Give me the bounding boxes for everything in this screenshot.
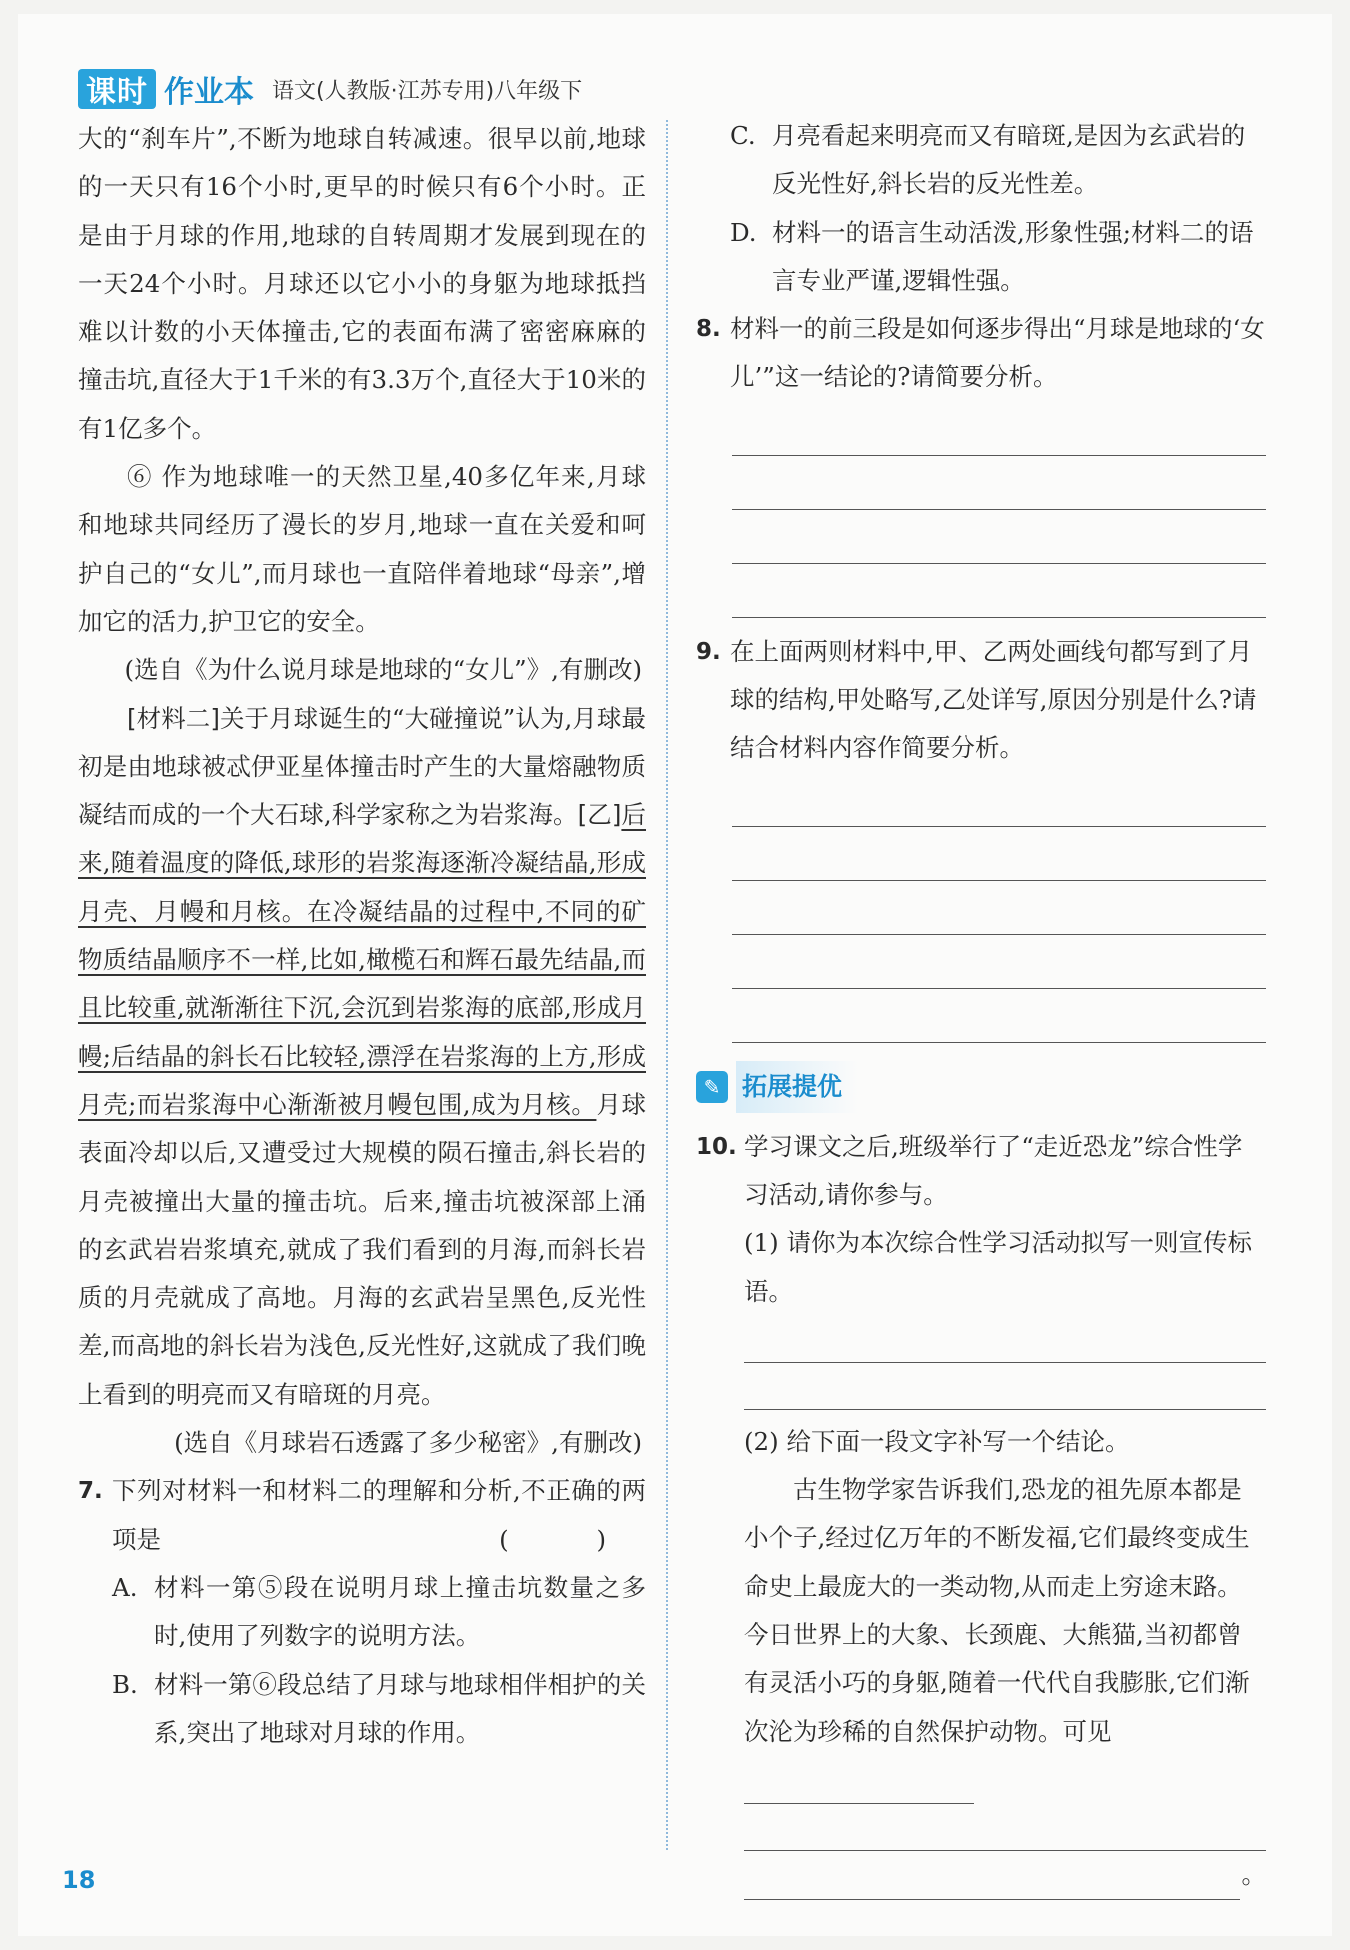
question-10 bbox=[696, 1123, 1266, 1220]
pencil-icon: ✎ bbox=[696, 1071, 728, 1103]
answer-line[interactable] bbox=[732, 773, 1266, 827]
option-text: 月亮看起来明亮而又有暗斑,是因为玄武岩的反光性好,斜长岩的反光性差。 bbox=[772, 121, 1246, 199]
answer-line[interactable] bbox=[744, 1363, 1266, 1410]
option-text: 材料一的语言生动活泼,形象性强;材料二的语言专业严谨,逻辑性强。 bbox=[772, 217, 1254, 295]
left-column bbox=[78, 115, 646, 1757]
answer-line[interactable] bbox=[732, 456, 1266, 510]
material-two bbox=[78, 695, 646, 1419]
section-header bbox=[696, 1061, 1266, 1113]
answer-paren[interactable]: ( ) bbox=[499, 1524, 646, 1554]
question-number: 7. bbox=[78, 1478, 103, 1505]
option-d[interactable] bbox=[696, 209, 1266, 306]
option-label: C. bbox=[730, 121, 756, 150]
passage-paragraph: ⑥ 作为地球唯一的天然卫星,40多亿年来,月球和地球共同经历了漫长的岁月,地球一直在关爱和呵护自己的“女儿”,而月球也一直陪伴着地球“母亲”,增加它的活力,护卫它的安全。 bbox=[78, 462, 646, 636]
sub-question-2-passage bbox=[696, 1466, 1266, 1804]
period: 。 bbox=[1241, 1860, 1266, 1890]
option-label: D. bbox=[730, 217, 757, 247]
question-text: 在上面两则材料中,甲、乙两处画线句都写到了月球的结构,甲处略写,乙处详写,原因分别是什么?请结合材料内容作简要分析。 bbox=[730, 636, 1257, 763]
answer-line[interactable] bbox=[732, 935, 1266, 989]
question-text: 下列对材料一和材料二的理解和分析,不正确的两项是 bbox=[112, 1476, 646, 1554]
section-title: 拓展提优 bbox=[736, 1061, 858, 1113]
marker-yi: [乙] bbox=[577, 800, 622, 830]
material-tag: [材料二] bbox=[127, 703, 220, 733]
answer-tail bbox=[744, 1851, 1266, 1899]
option-text: 材料一第⑤段在说明月球上撞击坑数量之多时,使用了列数字的说明方法。 bbox=[154, 1572, 646, 1651]
logo-box: 课时 bbox=[78, 69, 156, 109]
underlined-sentence-yi: 后来,随着温度的降低,球形的岩浆海逐渐冷凝结晶,形成月壳、月幔和月核。在冷凝结晶的过程中,不同的矿物质结晶顺序不一样,比如,橄榄石和辉石最先结晶,而且比较重,就渐渐往下沉,会沉到岩浆海的底部,形成月幔;后结晶的斜长石比较轻,漂浮在岩浆海的上方,形成月壳;而岩浆海中心渐渐被月幔包围,成为月核。 bbox=[78, 800, 646, 1119]
question-9 bbox=[696, 628, 1266, 773]
answer-blank[interactable] bbox=[744, 1773, 974, 1804]
answer-line[interactable] bbox=[732, 989, 1266, 1043]
subject-label: 语文(人教版·江苏专用)八年级下 bbox=[272, 78, 583, 104]
sub-question-2: (2) 给下面一段文字补写一个结论。 bbox=[744, 1426, 1130, 1456]
right-column bbox=[696, 112, 1266, 1900]
question-number: 8. bbox=[696, 316, 721, 343]
material-text: 关于月球诞生的“大碰撞说”认为,月球最初是由地球被忒伊亚星体撞击时产生的大量熔融物质凝结而成的一个大石球,科学家称之为岩浆海。 bbox=[78, 703, 646, 830]
option-text: 材料一第⑥段总结了月球与地球相伴相护的关系,突出了地球对月球的作用。 bbox=[154, 1669, 646, 1747]
source-note: (选自《月球岩石透露了多少秘密》,有删改) bbox=[174, 1428, 642, 1458]
option-c[interactable] bbox=[696, 112, 1266, 209]
option-a[interactable] bbox=[78, 1564, 646, 1661]
answer-line[interactable] bbox=[744, 1804, 1266, 1851]
answer-line[interactable] bbox=[744, 1316, 1266, 1363]
source-note: (选自《为什么说月球是地球的“女儿”》,有删改) bbox=[124, 655, 642, 685]
option-b[interactable] bbox=[78, 1661, 646, 1758]
sub-question-1: (1) 请你为本次综合性学习活动拟写一则宣传标语。 bbox=[744, 1228, 1252, 1306]
answer-line[interactable] bbox=[732, 402, 1266, 456]
answer-line[interactable] bbox=[732, 564, 1266, 618]
header bbox=[78, 66, 582, 112]
answer-line[interactable] bbox=[744, 1863, 1240, 1900]
answer-line[interactable] bbox=[732, 510, 1266, 564]
answer-line[interactable] bbox=[732, 881, 1266, 935]
passage-text: 古生物学家告诉我们,恐龙的祖先原本都是小个子,经过亿万年的不断发福,它们最终变成生命史上最庞大的一类动物,从而走上穷途末路。今日世界上的大象、长颈鹿、大熊猫,当初都曾有灵活小巧的身躯,随着一代代自我膨胀,它们渐次沦为珍稀的自然保护动物。可见 bbox=[744, 1475, 1250, 1746]
question-number: 10. bbox=[696, 1133, 737, 1160]
question-number: 9. bbox=[696, 638, 721, 665]
question-text: 材料一的前三段是如何逐步得出“月球是地球的‘女儿’”这一结论的?请简要分析。 bbox=[730, 314, 1265, 392]
question-text: 学习课文之后,班级举行了“走近恐龙”综合性学习活动,请你参与。 bbox=[744, 1131, 1243, 1209]
column-divider bbox=[666, 120, 668, 1850]
page-number: 18 bbox=[62, 1866, 96, 1894]
logo-text: 作业本 bbox=[164, 75, 254, 110]
question-8 bbox=[696, 305, 1266, 402]
question-7 bbox=[78, 1467, 646, 1564]
option-label: A. bbox=[112, 1572, 138, 1602]
material-text: 月球表面冷却以后,又遭受过大规模的陨石撞击,斜长岩的月壳被撞出大量的撞击坑。后来,撞击坑被深部上涌的玄武岩岩浆填充,就成了我们看到的月海,而斜长岩质的月壳就成了高地。月海的玄武岩呈黑色,反光性差,而高地的斜长岩为浅色,反光性好,这就成了我们晚上看到的明亮而又有暗斑的月亮。 bbox=[78, 1089, 647, 1409]
answer-line[interactable] bbox=[732, 827, 1266, 881]
passage-paragraph: 大的“刹车片”,不断为地球自转减速。很早以前,地球的一天只有16个小时,更早的时候只有6个小时。正是由于月球的作用,地球的自转周期才发展到现在的一天24个小时。月球还以它小小的身躯为地球抵挡难以计数的小天体撞击,它的表面布满了密密麻麻的撞击坑,直径大于1千米的有3.3万个,直径大于10米的有1亿多个。 bbox=[78, 124, 646, 443]
option-label: B. bbox=[112, 1669, 138, 1699]
